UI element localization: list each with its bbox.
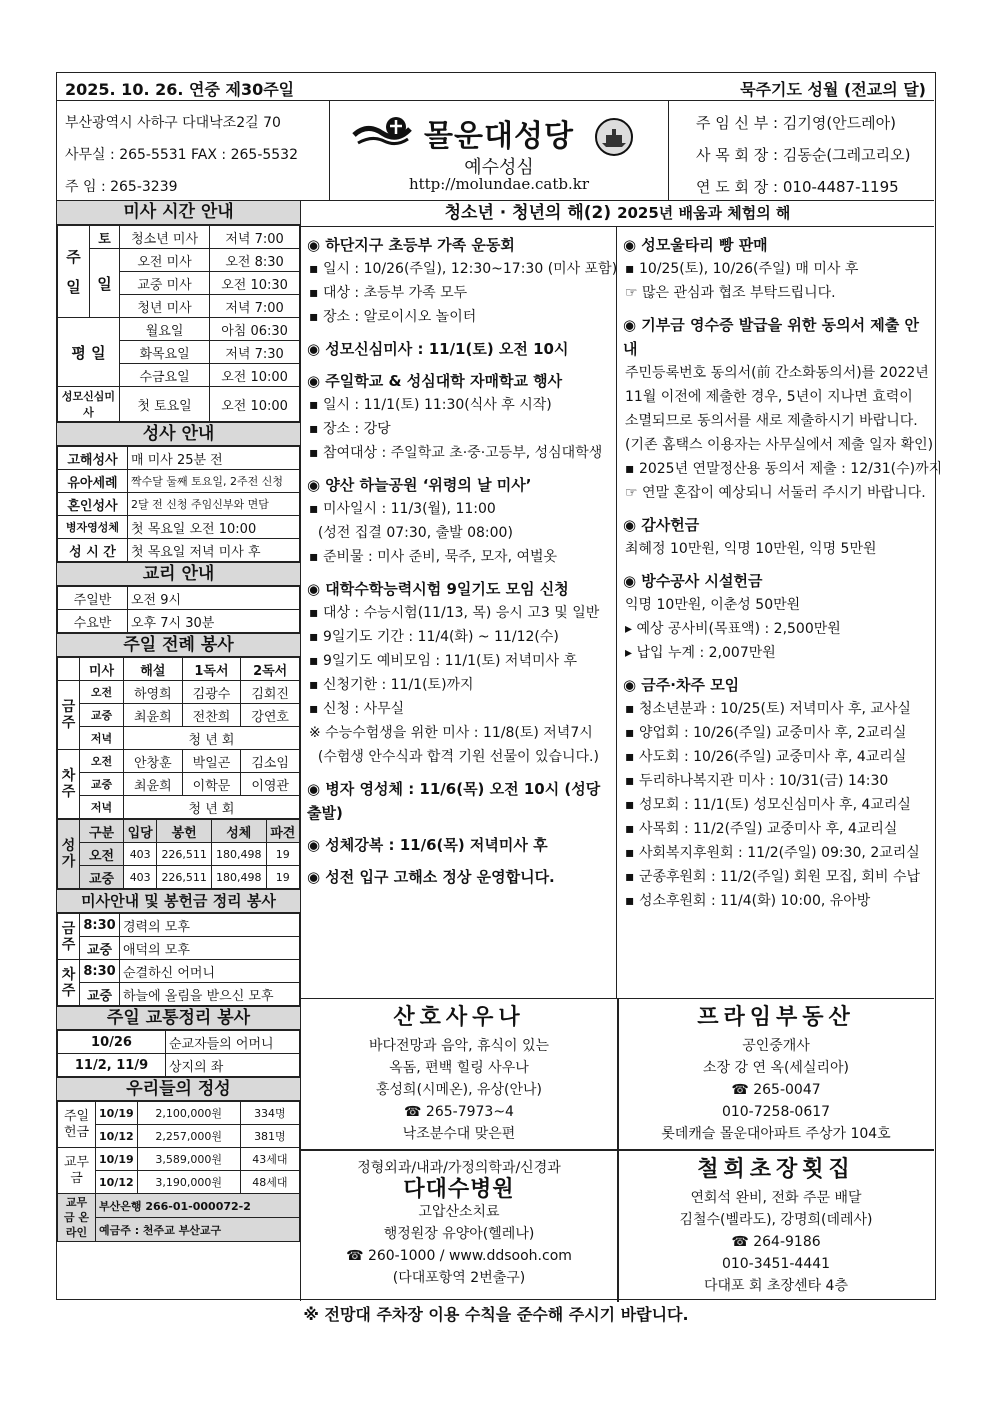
notice-item: ▪ 양업회 : 10/26(주일) 교중미사 후, 2교리실 [625,725,907,741]
notices-column-left [301,227,617,998]
ad-title: 프라임부동산 [697,1005,855,1030]
hymn-number: 403 [124,843,157,866]
notice-item: ▪ 일시 : 11/1(토) 11:30(식사 후 시작) [309,397,552,413]
hymn-number: 180,498 [211,843,266,866]
mass-time: 저녁 7:30 [210,341,300,364]
notice-item: ▪ 10/25(토), 10/26(주일) 매 미사 후 [625,261,859,277]
ad-line: 소장 강 연 옥(세실리아) [703,1060,849,1076]
weekday-label: 평 일 [58,318,120,387]
hymn-mass: 오전 [80,843,124,866]
notice-item: ▪ 9일기도 기간 : 11/4(화) ~ 11/12(수) [309,629,559,645]
issue-date: 2025. 10. 26. 연중 제30주일 [65,80,295,99]
month-theme: 묵주기도 성월 (전교의 달) [740,80,926,99]
notice-title: ◉ 감사헌금 [623,516,700,534]
banner-sub: 2025년 배움과 체험의 해 [617,204,791,222]
church-building-icon [594,117,634,157]
sacrament-key: 고해성사 [58,447,128,470]
pastor: 주 임 신 부 : 김기영(안드레아) [696,114,896,132]
notice-item: ▪ 장소 : 강당 [309,421,391,437]
traffic-table [57,1030,300,1077]
notice-item: ▪ 신청 : 사무실 [309,701,405,717]
notice-item: ▪ 참여대상 : 주일학교 초·중·고등부, 성심대학생 [309,445,603,461]
minister: 전찬희 [182,704,241,727]
notice-item: ▪ 성소후원회 : 11/4(화) 10:00, 유아방 [625,893,871,909]
liturgy-title: 주일 전례 봉사 [57,633,300,657]
doctrine-key: 수요반 [58,610,128,633]
minister: 김회진 [241,681,300,704]
col-head: 입당 [124,820,157,843]
hymn-number: 19 [266,866,299,889]
mass-label: 오전 [80,750,124,773]
dues-label: 교무금 [58,1148,96,1194]
council-president: 사 목 회 장 : 김동순(그레고리오) [696,146,911,164]
mass-time: 오전 10:00 [210,387,300,422]
doctrine-key: 주일반 [58,587,128,610]
traffic-group: 상지의 좌 [166,1054,300,1077]
this-week-label: 금주 [58,681,80,750]
notice-item: ☞ 연말 혼잡이 예상되니 서둘러 주시기 바랍니다. [625,485,926,501]
ad-realestate [618,999,934,1145]
traffic-group: 순교자들의 어머니 [166,1031,300,1054]
ad-sauna [301,999,617,1145]
minister: 김광수 [182,681,241,704]
offering-amount: 2,257,000원 [137,1125,240,1148]
mass-label: 저녁 [80,727,124,750]
offering-count: 48세대 [240,1171,299,1194]
notice-item: ▪ 사목회 : 11/2(주일) 교중미사 후, 4교리실 [625,821,898,837]
hymn-number: 19 [266,843,299,866]
col-head: 1독서 [182,658,241,681]
ad-line: ☎ 264-9186 [731,1234,821,1250]
parish-logo-block [329,101,669,201]
usher-group: 순결하신 어머니 [120,960,300,983]
usher-group: 경력의 모후 [120,914,300,937]
sacrament-key: 혼인성사 [58,493,128,516]
notice-item: ▪ 군종후원회 : 11/2(주일) 회원 모집, 회비 수납 [625,869,921,885]
mass-name: 오전 미사 [120,249,210,272]
notice-item: ▪ 대상 : 초등부 가족 모두 [309,285,468,301]
ad-line: 다대포 회 초장센타 4층 [704,1278,848,1294]
mass-times-table [57,225,300,422]
mass-name: 화목요일 [120,341,210,364]
mass-name: 수금요일 [120,364,210,387]
ad-line: 바다전망과 음악, 휴식이 있는 [368,1038,550,1054]
mass-label: 교중 [80,704,124,727]
offering-date: 10/12 [96,1125,138,1148]
notice-item: ▪ 일시 : 10/26(주일), 12:30~17:30 (미사 포함) [309,261,618,277]
offering-amount: 3,190,000원 [137,1171,240,1194]
offering-date: 10/12 [96,1171,138,1194]
traffic-date: 10/26 [58,1031,166,1054]
notice-item: 11월 이전에 제출한 경우, 5년이 지나면 효력이 [625,389,913,405]
notice-item: ☞ 많은 관심과 협조 부탁드립니다. [625,285,836,301]
notice-title: ◉ 주일학교 & 성심대학 자매학교 행사 [307,372,563,390]
mass-name: 월요일 [120,318,210,341]
parish-contact [65,107,298,203]
parking-notice: ※ 전망대 주차장 이용 수칙을 준수해 주시기 바랍니다. [303,1305,689,1324]
ad-line: ☎ 265-0047 [731,1082,821,1098]
hymn-mass: 교중 [80,866,124,889]
parish-slogan: 예수성심 [464,157,534,178]
notice-item: (기존 홈택스 이용자는 사무실에서 제출 일자 확인) [625,437,934,453]
parish-url[interactable]: http://molundae.catb.kr [408,175,590,193]
ad-hospital [301,1151,617,1289]
notice-item: ▪ 9일기도 예비모임 : 11/1(토) 저녁미사 후 [309,653,577,669]
col-head: 해설 [124,658,183,681]
sacrament-key: 병자영성체 [58,516,128,539]
sacrament-value: 짝수달 둘째 토요일, 2주전 신청 [128,470,300,493]
mass-name: 교중 미사 [120,272,210,295]
saturday-label: 토 [90,226,120,249]
notice-item: ▪ 대상 : 수능시험(11/13, 목) 응시 고3 및 일반 [309,605,600,621]
bank-account: 부산은행 266-01-000072-2 [96,1194,300,1218]
sacrament-value: 첫 목요일 오전 10:00 [128,516,300,539]
minister: 최윤희 [124,704,183,727]
mass-name: 첫 토요일 [120,387,210,422]
ad-line: 행정원장 유양아(헬레나) [383,1226,535,1242]
ad-line: 정형외과/내과/가정의학과/신경과 [357,1160,561,1176]
offering-count: 381명 [240,1125,299,1148]
mass-label: 교중 [80,773,124,796]
minister-group: 청 년 회 [124,796,300,819]
col-head: 구분 [80,820,124,843]
minister: 박일곤 [182,750,241,773]
hymn-number: 180,498 [211,866,266,889]
ad-line: 옥돔, 편백 힐링 사우나 [389,1060,529,1076]
hymn-number: 403 [124,866,157,889]
parish-header [57,101,934,201]
day-label: 일 [90,249,120,318]
ad-line: (다대포항역 2번출구) [392,1270,526,1286]
ad-line: 홍성희(시메온), 유상(안나) [376,1082,542,1098]
ad-title: 철희초장횟집 [697,1157,855,1182]
notice-item: ▸ 예상 공사비(목표액) : 2,500만원 [625,621,841,637]
pastor-phone: 주 임 : 265-3239 [65,179,178,195]
bulletin-page [56,72,943,1300]
notice-item: ▪ 장소 : 알로이시오 놀이터 [309,309,477,325]
notice-title: ◉ 하단지구 초등부 가족 운동회 [307,236,515,254]
parish-name: 몰운대성당 [424,119,574,154]
offering-amount: 3,589,000원 [137,1148,240,1171]
sacrament-value: 첫 목요일 저녁 미사 후 [128,539,300,562]
traffic-date: 11/2, 11/9 [58,1054,166,1077]
notice-title: ◉ 양산 하늘공원 ‘위령의 날 미사’ [307,476,532,494]
mass-label: 교중 [80,983,120,1006]
ad-restaurant [618,1151,934,1297]
minister: 이영관 [241,773,300,796]
account-holder: 예금주 : 천주교 부산교구 [96,1218,300,1242]
offering-count: 43세대 [240,1148,299,1171]
offering-date: 10/19 [96,1148,138,1171]
ad-title: 산호사우나 [393,1005,525,1030]
offering-table [57,1101,300,1242]
sacrament-value: 2달 전 신청 주임신부와 면담 [128,493,300,516]
ad-line: 공인중개사 [742,1038,810,1054]
notice-item: ▪ 청소년분과 : 10/25(토) 저녁미사 후, 교사실 [625,701,911,717]
usher-table [57,913,300,1006]
mass-time: 아침 06:30 [210,318,300,341]
minister: 이학문 [182,773,241,796]
notice-item: ▪ 미사일시 : 11/3(월), 11:00 [309,501,496,517]
notice-title: ◉ 성모신심미사 : 11/1(토) 오전 10시 [307,340,569,358]
staff-list [696,107,926,203]
mass-label: 8:30 [80,914,120,937]
notice-title: ◉ 대학수학능력시험 9일기도 모임 신청 [307,580,569,598]
offering-count: 334명 [240,1102,299,1125]
usher-group: 하늘에 올림을 받으신 모후 [120,983,300,1006]
minister: 안창훈 [124,750,183,773]
notice-item: (수험생 안수식과 합격 기원 선물이 있습니다.) [309,749,599,765]
col-head: 미사 [80,658,124,681]
sunday-label: 주 일 [58,226,90,318]
traffic-title: 주일 교통정리 봉사 [57,1006,300,1030]
mass-time: 오전 10:30 [210,272,300,295]
this-week-label: 금주 [58,914,80,960]
ad-line: 010-3451-4441 [721,1256,831,1272]
mass-time: 오전 10:00 [210,364,300,387]
hymn-number: 226,511 [157,843,212,866]
ad-line: 김철수(벨라도), 강명희(데레사) [679,1212,873,1228]
notice-title: ◉ 성모울타리 빵 판매 [623,236,768,254]
hymn-label: 성가 [58,820,80,889]
mass-label: 8:30 [80,960,120,983]
special-mass-label: 성모신심미사 [58,387,120,422]
minister: 하영희 [124,681,183,704]
notice-item: 최혜정 10만원, 익명 10만원, 익명 5만원 [625,541,877,557]
online-dues-label: 교무금 온라인 [58,1194,96,1242]
notice-item: ▪ 사회복지후원회 : 11/2(주일) 09:30, 2교리실 [625,845,920,861]
ad-line: 010-7258-0617 [721,1104,831,1120]
sacrament-table [57,446,300,562]
address: 부산광역시 사하구 다대낙조2길 70 [65,115,281,131]
notice-item: 소멸되므로 동의서를 새로 제출하시기 바랍니다. [625,413,918,429]
next-week-label: 차주 [58,960,80,1006]
ad-line: 고압산소치료 [418,1204,500,1220]
banner-number: (2) [583,203,612,223]
office-phone: 사무실 : 265-5531 FAX : 265-5532 [65,147,298,163]
col-head: 2독서 [241,658,300,681]
year-theme-banner [301,201,934,227]
col-head: 파견 [266,820,299,843]
notices-column-right [617,227,943,998]
ad-line: ☎ 265-7973~4 [404,1104,514,1120]
sunday-offering-label: 주일헌금 [58,1102,96,1148]
mass-label: 교중 [80,937,120,960]
doctrine-title: 교리 안내 [57,562,300,586]
doctrine-value: 오전 9시 [128,587,300,610]
mass-time: 저녁 7:00 [210,295,300,318]
ad-line: 연회석 완비, 전화 주문 배달 [690,1190,862,1206]
doctrine-table [57,586,300,633]
notice-title: ◉ 기부금 영수증 발급을 위한 동의서 제출 안내 [623,316,919,358]
doctrine-value: 오후 7시 30분 [128,610,300,633]
sacrament-title: 성사 안내 [57,422,300,446]
notices-area [301,201,943,998]
notice-item: ▪ 준비물 : 미사 준비, 묵주, 모자, 여벌옷 [309,549,558,565]
minister: 강연호 [241,704,300,727]
notice-item: ▪ 신청기한 : 11/1(토)까지 [309,677,474,693]
mass-time: 저녁 7:00 [210,226,300,249]
notice-item: ※ 수능수험생을 위한 미사 : 11/8(토) 저녁7시 [309,725,593,741]
mass-name: 청소년 미사 [120,226,210,249]
notice-item: (성전 집결 07:30, 출발 08:00) [309,525,513,541]
ad-line: 롯데캐슬 몰운대아파트 주상가 104호 [661,1126,891,1142]
sacrament-key: 성 시 간 [58,539,128,562]
hymn-number: 226,511 [157,866,212,889]
header-bar [57,73,934,101]
usher-title: 미사안내 및 봉헌금 정리 봉사 [57,889,300,913]
mass-name: 청년 미사 [120,295,210,318]
ad-line: 낙조분수대 맞은편 [402,1126,516,1142]
notice-item: 주민등록번호 동의서(前 간소화동의서)를 2022년 [625,365,929,381]
sacrament-value: 매 미사 25분 전 [128,447,300,470]
yeondo-president: 연 도 회 장 : 010-4487-1195 [696,178,899,196]
minister-group: 청 년 회 [124,727,300,750]
notice-title: ◉ 방수공사 시설헌금 [623,572,763,590]
hymn-table [57,819,300,889]
notice-title: ◉ 성체강복 : 11/6(목) 저녁미사 후 [307,836,548,854]
usher-group: 애덕의 모후 [120,937,300,960]
notice-item: ▸ 납입 누계 : 2,007만원 [625,645,776,661]
offering-amount: 2,100,000원 [137,1102,240,1125]
notice-title: ◉ 금주·차주 모임 [623,676,740,694]
notice-item: ▪ 2025년 연말정산용 동의서 제출 : 12/31(수)까지 [625,461,943,477]
notice-title: ◉ 병자 영성체 : 11/6(목) 오전 10시 (성당 출발) [307,780,601,822]
col-head: 봉헌 [157,820,212,843]
mass-time: 오전 8:30 [210,249,300,272]
offering-title: 우리들의 정성 [57,1077,300,1101]
sacrament-key: 유아세례 [58,470,128,493]
col-head: 성체 [211,820,266,843]
offering-date: 10/19 [96,1102,138,1125]
mass-label: 오전 [80,681,124,704]
liturgy-table [57,657,300,819]
ad-line[interactable]: ☎ 260-1000 / www.ddsooh.com [346,1248,572,1264]
minister: 최윤희 [124,773,183,796]
next-week-label: 차주 [58,750,80,819]
ad-title: 다대수병원 [403,1177,515,1202]
notice-item: ▪ 성모회 : 11/1(토) 성모신심미사 후, 4교리실 [625,797,911,813]
mass-label: 저녁 [80,796,124,819]
notice-item: 익명 10만원, 이춘성 50만원 [625,597,801,613]
mass-times-title: 미사 시간 안내 [57,201,300,225]
ads-area [301,998,934,1301]
left-column [57,201,301,1301]
notice-title: ◉ 성전 입구 고해소 정상 운영합니다. [307,868,555,886]
notice-item: ▪ 사도회 : 10/26(주일) 교중미사 후, 4교리실 [625,749,907,765]
banner-main: 청소년 · 청년의 해 [444,203,584,223]
notice-item: ▪ 두리하나복지관 미사 : 10/31(금) 14:30 [625,773,889,789]
minister: 김소임 [241,750,300,773]
